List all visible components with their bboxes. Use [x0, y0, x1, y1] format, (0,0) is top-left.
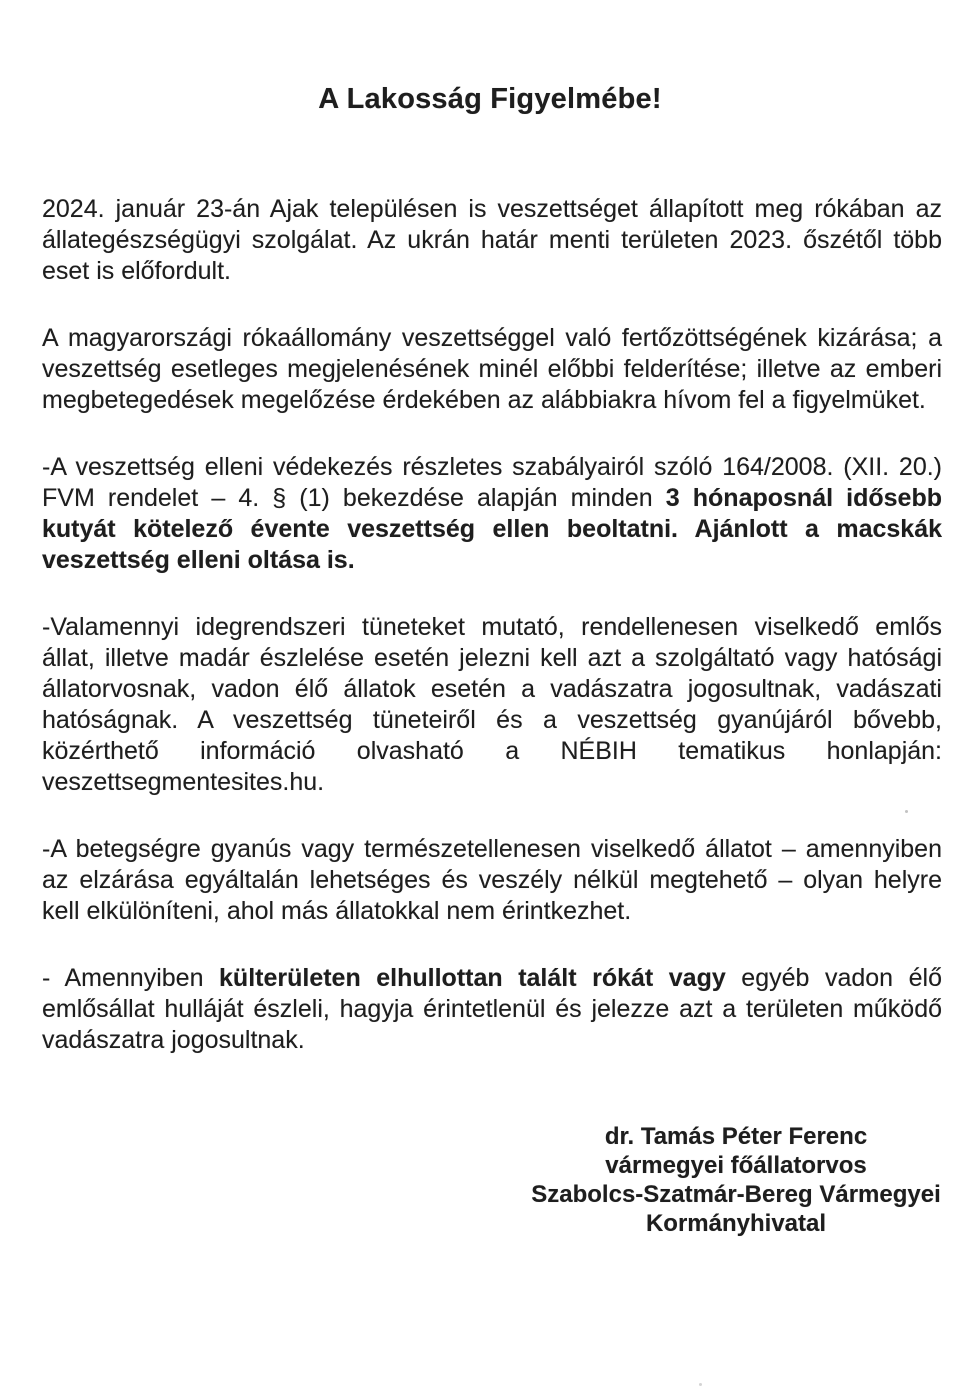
paragraph-text: -A betegségre gyanús vagy természetellenesen viselkedő állatot – amennyiben az elzárása egyáltalán lehetséges és veszély nélkül megtehető – olyan helyre kell elkülöníteni, ahol más állatokkal nem érintkezhet. — [42, 835, 942, 925]
paragraph-purpose — [42, 323, 942, 416]
paragraph-text-bold: külterületen elhullottan talált rókát vagy — [219, 964, 726, 992]
scan-artifact-dot — [905, 810, 908, 813]
paragraph-dead-animals — [42, 963, 942, 1056]
paragraph-text-bold: 3 hónaposnál idősebb kutyát kötelező évente veszettség ellen beoltatni. Ajánlott a macskák veszettség elleni oltása is. — [42, 484, 942, 574]
paragraph-reporting — [42, 612, 942, 798]
signature-office-line2: Kormányhivatal — [645, 1210, 827, 1237]
page-title: A Lakosság Figyelmébe! — [318, 83, 662, 115]
paragraph-text: 2024. január 23-án Ajak településen is veszettséget állapított meg rókában az állategészségügyi szolgálat. Az ukrán határ menti területen 2023. őszétől több eset is előfordult. — [42, 195, 942, 285]
signature-role: vármegyei főállatorvos — [605, 1152, 867, 1179]
paragraph-intro — [42, 194, 942, 287]
paragraph-text: A magyarországi rókaállomány veszettséggel való fertőzöttségének kizárása; a veszettség esetleges megjelenésének minél előbbi felderítése; illetve az emberi megbetegedések megelőzése érdekében az alábbiakra hívom fel a figyelmüket. — [42, 324, 942, 414]
paragraph-isolation — [42, 834, 942, 927]
signature-name: dr. Tamás Péter Ferenc — [604, 1123, 868, 1150]
paragraph-text: - Amennyiben — [42, 964, 220, 992]
notice-body — [0, 116, 980, 1238]
signature-block — [530, 1122, 942, 1238]
paragraph-text: -A veszettség elleni védekezés részletes szabályairól szóló 164/2008. (XII. 20.) FVM rendelet – 4. § (1) bekezdése alapján minden — [42, 453, 942, 512]
signature-office-line1: Szabolcs-Szatmár-Bereg Vármegyei — [531, 1181, 941, 1208]
paragraph-text: egyéb vadon élő emlősállat hulláját észleli, hagyja érintetlenül és jelezze azt a területen működő vadászatra jogosultnak. — [42, 964, 942, 1054]
paragraph-text: -Valamennyi idegrendszeri tüneteket mutató, rendellenesen viselkedő emlős állat, illetve madár észlelése esetén jelezni kell azt a szolgáltató vagy hatósági állatorvosnak, vadon élő állatok esetén a vadászatra jogosultnak, vadászati hatóságnak. A veszettség tüneteiről és a veszettség gyanújáról bővebb, közérthető információ olvasható a NÉBIH tematikus honlapján: veszettsegmentesites.hu. — [42, 613, 942, 796]
paragraph-vaccination-rule — [42, 452, 942, 576]
scan-artifact-dot — [699, 1383, 702, 1386]
